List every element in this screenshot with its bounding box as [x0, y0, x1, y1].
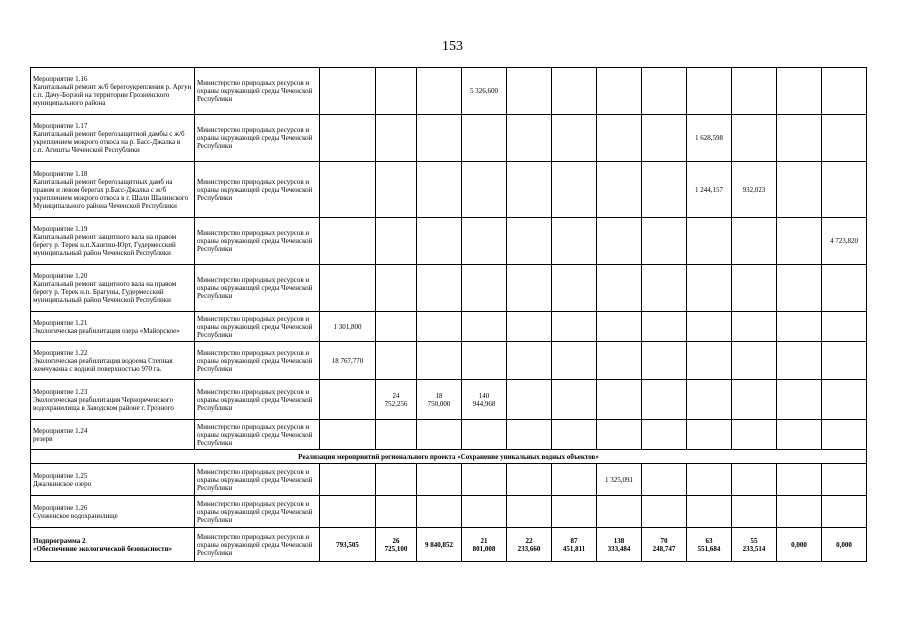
funding-cell [320, 380, 376, 420]
funding-cell [417, 464, 462, 496]
table-row [31, 496, 867, 528]
funding-cell [687, 496, 732, 528]
activity-title: Подпрограмма 2 «Обеспечение экологической безопасности» [31, 528, 195, 562]
activity-title: Мероприятие 1.17 Капитальный ремонт берегозащитной дамбы с ж/б укреплением мокрого откоса на р. Басс-Джалка в с.п. Агишты Чеченской Республики [31, 115, 195, 162]
funding-cell [462, 265, 507, 312]
funding-cell [597, 68, 642, 115]
funding-cell [376, 68, 417, 115]
funding-cell [687, 420, 732, 450]
funding-cell [552, 218, 597, 265]
funding-cell [462, 496, 507, 528]
funding-cell [777, 342, 822, 380]
funding-cell [777, 115, 822, 162]
funding-cell [507, 218, 552, 265]
funding-cell [507, 68, 552, 115]
table-row [31, 342, 867, 380]
funding-cell [687, 265, 732, 312]
activity-title: Мероприятие 1.25 Джалкинское озеро [31, 464, 195, 496]
funding-cell [732, 380, 777, 420]
responsible-executor: Министерство природных ресурсов и охраны окружающей среды Чеченской Республики [195, 464, 320, 496]
table-row [31, 265, 867, 312]
funding-cell [552, 464, 597, 496]
funding-cell: 1 325,091 [597, 464, 642, 496]
funding-cell [320, 265, 376, 312]
activity-title: Мероприятие 1.21 Экологическая реабилитация озера «Майорское» [31, 312, 195, 342]
funding-cell [597, 380, 642, 420]
funding-cell: 0,000 [777, 528, 822, 562]
funding-cell [732, 115, 777, 162]
funding-cell [552, 265, 597, 312]
funding-cell [687, 68, 732, 115]
funding-cell: 63 551,684 [687, 528, 732, 562]
table-row [31, 68, 867, 115]
funding-cell: 26 725,100 [376, 528, 417, 562]
funding-cell [597, 312, 642, 342]
funding-cell [507, 380, 552, 420]
budget-table [30, 67, 867, 562]
funding-cell [732, 464, 777, 496]
funding-cell [597, 496, 642, 528]
funding-cell [552, 68, 597, 115]
funding-cell [642, 68, 687, 115]
funding-cell [320, 464, 376, 496]
total-row [31, 528, 867, 562]
funding-cell: 18 767,770 [320, 342, 376, 380]
funding-cell [597, 342, 642, 380]
funding-cell: 138 333,484 [597, 528, 642, 562]
funding-cell [822, 342, 867, 380]
activity-title: Мероприятие 1.26 Сунженское водохранилище [31, 496, 195, 528]
funding-cell [507, 420, 552, 450]
funding-cell [642, 162, 687, 218]
funding-cell [417, 115, 462, 162]
funding-cell [320, 115, 376, 162]
funding-cell [507, 496, 552, 528]
responsible-executor: Министерство природных ресурсов и охраны окружающей среды Чеченской Республики [195, 420, 320, 450]
funding-cell [376, 218, 417, 265]
section-title: Реализация мероприятий регионального проекта «Сохранение уникальных водных объектов» [31, 450, 867, 464]
funding-cell [732, 496, 777, 528]
funding-cell: 21 801,008 [462, 528, 507, 562]
funding-cell [417, 342, 462, 380]
funding-cell [597, 162, 642, 218]
funding-cell [777, 265, 822, 312]
funding-cell [462, 420, 507, 450]
table-row [31, 218, 867, 265]
table-row [31, 115, 867, 162]
funding-cell [777, 218, 822, 265]
funding-cell [462, 162, 507, 218]
funding-cell [320, 420, 376, 450]
activity-title: Мероприятие 1.23 Экологическая реабилитация Чернореченского водохранилища в Заводском районе г. Грозного [31, 380, 195, 420]
responsible-executor: Министерство природных ресурсов и охраны окружающей среды Чеченской Республики [195, 380, 320, 420]
funding-cell [552, 312, 597, 342]
funding-cell [822, 265, 867, 312]
funding-cell [552, 420, 597, 450]
funding-cell [376, 342, 417, 380]
page-number: 153 [442, 39, 463, 54]
table-row [31, 312, 867, 342]
funding-cell [507, 162, 552, 218]
funding-cell [777, 380, 822, 420]
funding-cell [417, 162, 462, 218]
funding-cell: 0,000 [822, 528, 867, 562]
funding-cell: 87 451,811 [552, 528, 597, 562]
funding-cell [732, 68, 777, 115]
funding-cell [732, 312, 777, 342]
funding-cell [417, 420, 462, 450]
funding-cell [822, 496, 867, 528]
funding-cell [777, 162, 822, 218]
activity-title: Мероприятие 1.19 Капитальный ремонт защитного вала на правом берегу р. Терек н.п.Хангиш-Юрт, Гудермесский муниципальный район Чеченской Республики [31, 218, 195, 265]
responsible-executor: Министерство природных ресурсов и охраны окружающей среды Чеченской Республики [195, 342, 320, 380]
funding-cell [462, 342, 507, 380]
table-row [31, 464, 867, 496]
funding-cell: 18 750,000 [417, 380, 462, 420]
funding-cell: 1 628,598 [687, 115, 732, 162]
funding-cell [507, 342, 552, 380]
responsible-executor: Министерство природных ресурсов и охраны окружающей среды Чеченской Республики [195, 218, 320, 265]
funding-cell [462, 218, 507, 265]
funding-cell [462, 312, 507, 342]
funding-cell [376, 115, 417, 162]
funding-cell [417, 496, 462, 528]
activity-title: Мероприятие 1.24 резерв [31, 420, 195, 450]
activity-title: Мероприятие 1.22 Экологическая реабилитация водоема Степная жемчужина с водной поверхностью 970 га. [31, 342, 195, 380]
funding-cell [642, 464, 687, 496]
table-row [31, 162, 867, 218]
funding-cell [687, 464, 732, 496]
funding-cell [777, 496, 822, 528]
funding-cell [687, 312, 732, 342]
funding-cell: 55 233,514 [732, 528, 777, 562]
funding-cell [777, 312, 822, 342]
funding-cell [732, 420, 777, 450]
funding-cell [552, 162, 597, 218]
funding-cell: 1 301,800 [320, 312, 376, 342]
responsible-executor: Министерство природных ресурсов и охраны окружающей среды Чеченской Республики [195, 68, 320, 115]
funding-cell [417, 312, 462, 342]
responsible-executor: Министерство природных ресурсов и охраны окружающей среды Чеченской Республики [195, 528, 320, 562]
funding-cell [376, 464, 417, 496]
funding-cell [597, 115, 642, 162]
table-row [31, 420, 867, 450]
funding-cell [320, 218, 376, 265]
funding-cell: 140 944,968 [462, 380, 507, 420]
funding-cell [642, 115, 687, 162]
funding-cell: 70 248,747 [642, 528, 687, 562]
funding-cell [552, 342, 597, 380]
responsible-executor: Министерство природных ресурсов и охраны окружающей среды Чеченской Республики [195, 312, 320, 342]
funding-cell [552, 115, 597, 162]
funding-cell: 22 233,660 [507, 528, 552, 562]
table-body [31, 68, 867, 562]
funding-cell [687, 342, 732, 380]
funding-cell [376, 162, 417, 218]
funding-cell: 5 326,600 [462, 68, 507, 115]
funding-cell [822, 380, 867, 420]
funding-cell [320, 162, 376, 218]
funding-cell [642, 265, 687, 312]
funding-cell [777, 464, 822, 496]
funding-cell [642, 218, 687, 265]
funding-cell [507, 265, 552, 312]
funding-cell: 793,505 [320, 528, 376, 562]
funding-cell [507, 464, 552, 496]
funding-cell [552, 496, 597, 528]
responsible-executor: Министерство природных ресурсов и охраны окружающей среды Чеченской Республики [195, 265, 320, 312]
funding-cell [462, 115, 507, 162]
funding-cell [687, 380, 732, 420]
funding-cell [642, 420, 687, 450]
funding-cell [687, 218, 732, 265]
funding-cell [507, 312, 552, 342]
funding-cell [822, 68, 867, 115]
funding-cell [822, 162, 867, 218]
funding-cell [777, 420, 822, 450]
funding-cell [507, 115, 552, 162]
funding-cell [732, 342, 777, 380]
funding-cell: 932,023 [732, 162, 777, 218]
funding-cell [462, 464, 507, 496]
funding-cell [642, 312, 687, 342]
responsible-executor: Министерство природных ресурсов и охраны окружающей среды Чеченской Республики [195, 115, 320, 162]
activity-title: Мероприятие 1.16 Капитальный ремонт ж/б берегоукрепления р. Аргун с.п. Дачу-Борзой на территории Грозненского муниципального района [31, 68, 195, 115]
funding-cell [376, 312, 417, 342]
funding-cell [732, 265, 777, 312]
funding-cell [642, 380, 687, 420]
funding-cell [417, 68, 462, 115]
responsible-executor: Министерство природных ресурсов и охраны окружающей среды Чеченской Республики [195, 162, 320, 218]
activity-title: Мероприятие 1.18 Капитальный ремонт берегозащитных дамб на правом и левом берегах р.Басс-Джалка с ж/б укреплением мокрого откоса в г. Шали Шалинского Муниципального района Чеченской Республики [31, 162, 195, 218]
funding-cell [822, 464, 867, 496]
funding-cell [732, 218, 777, 265]
funding-cell: 9 840,852 [417, 528, 462, 562]
funding-cell [822, 312, 867, 342]
table-row [31, 380, 867, 420]
funding-cell [376, 265, 417, 312]
funding-cell [417, 265, 462, 312]
funding-cell [777, 68, 822, 115]
activity-title: Мероприятие 1.20 Капитальный ремонт защитного вала на правом берегу р. Терек н.п. Брагуны, Гудермесский муниципальный район Чеченской Республики [31, 265, 195, 312]
funding-cell: 4 723,820 [822, 218, 867, 265]
funding-cell [642, 342, 687, 380]
funding-cell [597, 420, 642, 450]
funding-cell [320, 68, 376, 115]
funding-cell [552, 380, 597, 420]
section-row [31, 450, 867, 464]
funding-cell [822, 115, 867, 162]
funding-cell [597, 265, 642, 312]
funding-cell [642, 496, 687, 528]
funding-cell: 24 752,256 [376, 380, 417, 420]
funding-cell [320, 496, 376, 528]
responsible-executor: Министерство природных ресурсов и охраны окружающей среды Чеченской Республики [195, 496, 320, 528]
funding-cell: 1 244,157 [687, 162, 732, 218]
funding-cell [376, 496, 417, 528]
funding-cell [417, 218, 462, 265]
funding-cell [822, 420, 867, 450]
funding-cell [376, 420, 417, 450]
funding-cell [597, 218, 642, 265]
